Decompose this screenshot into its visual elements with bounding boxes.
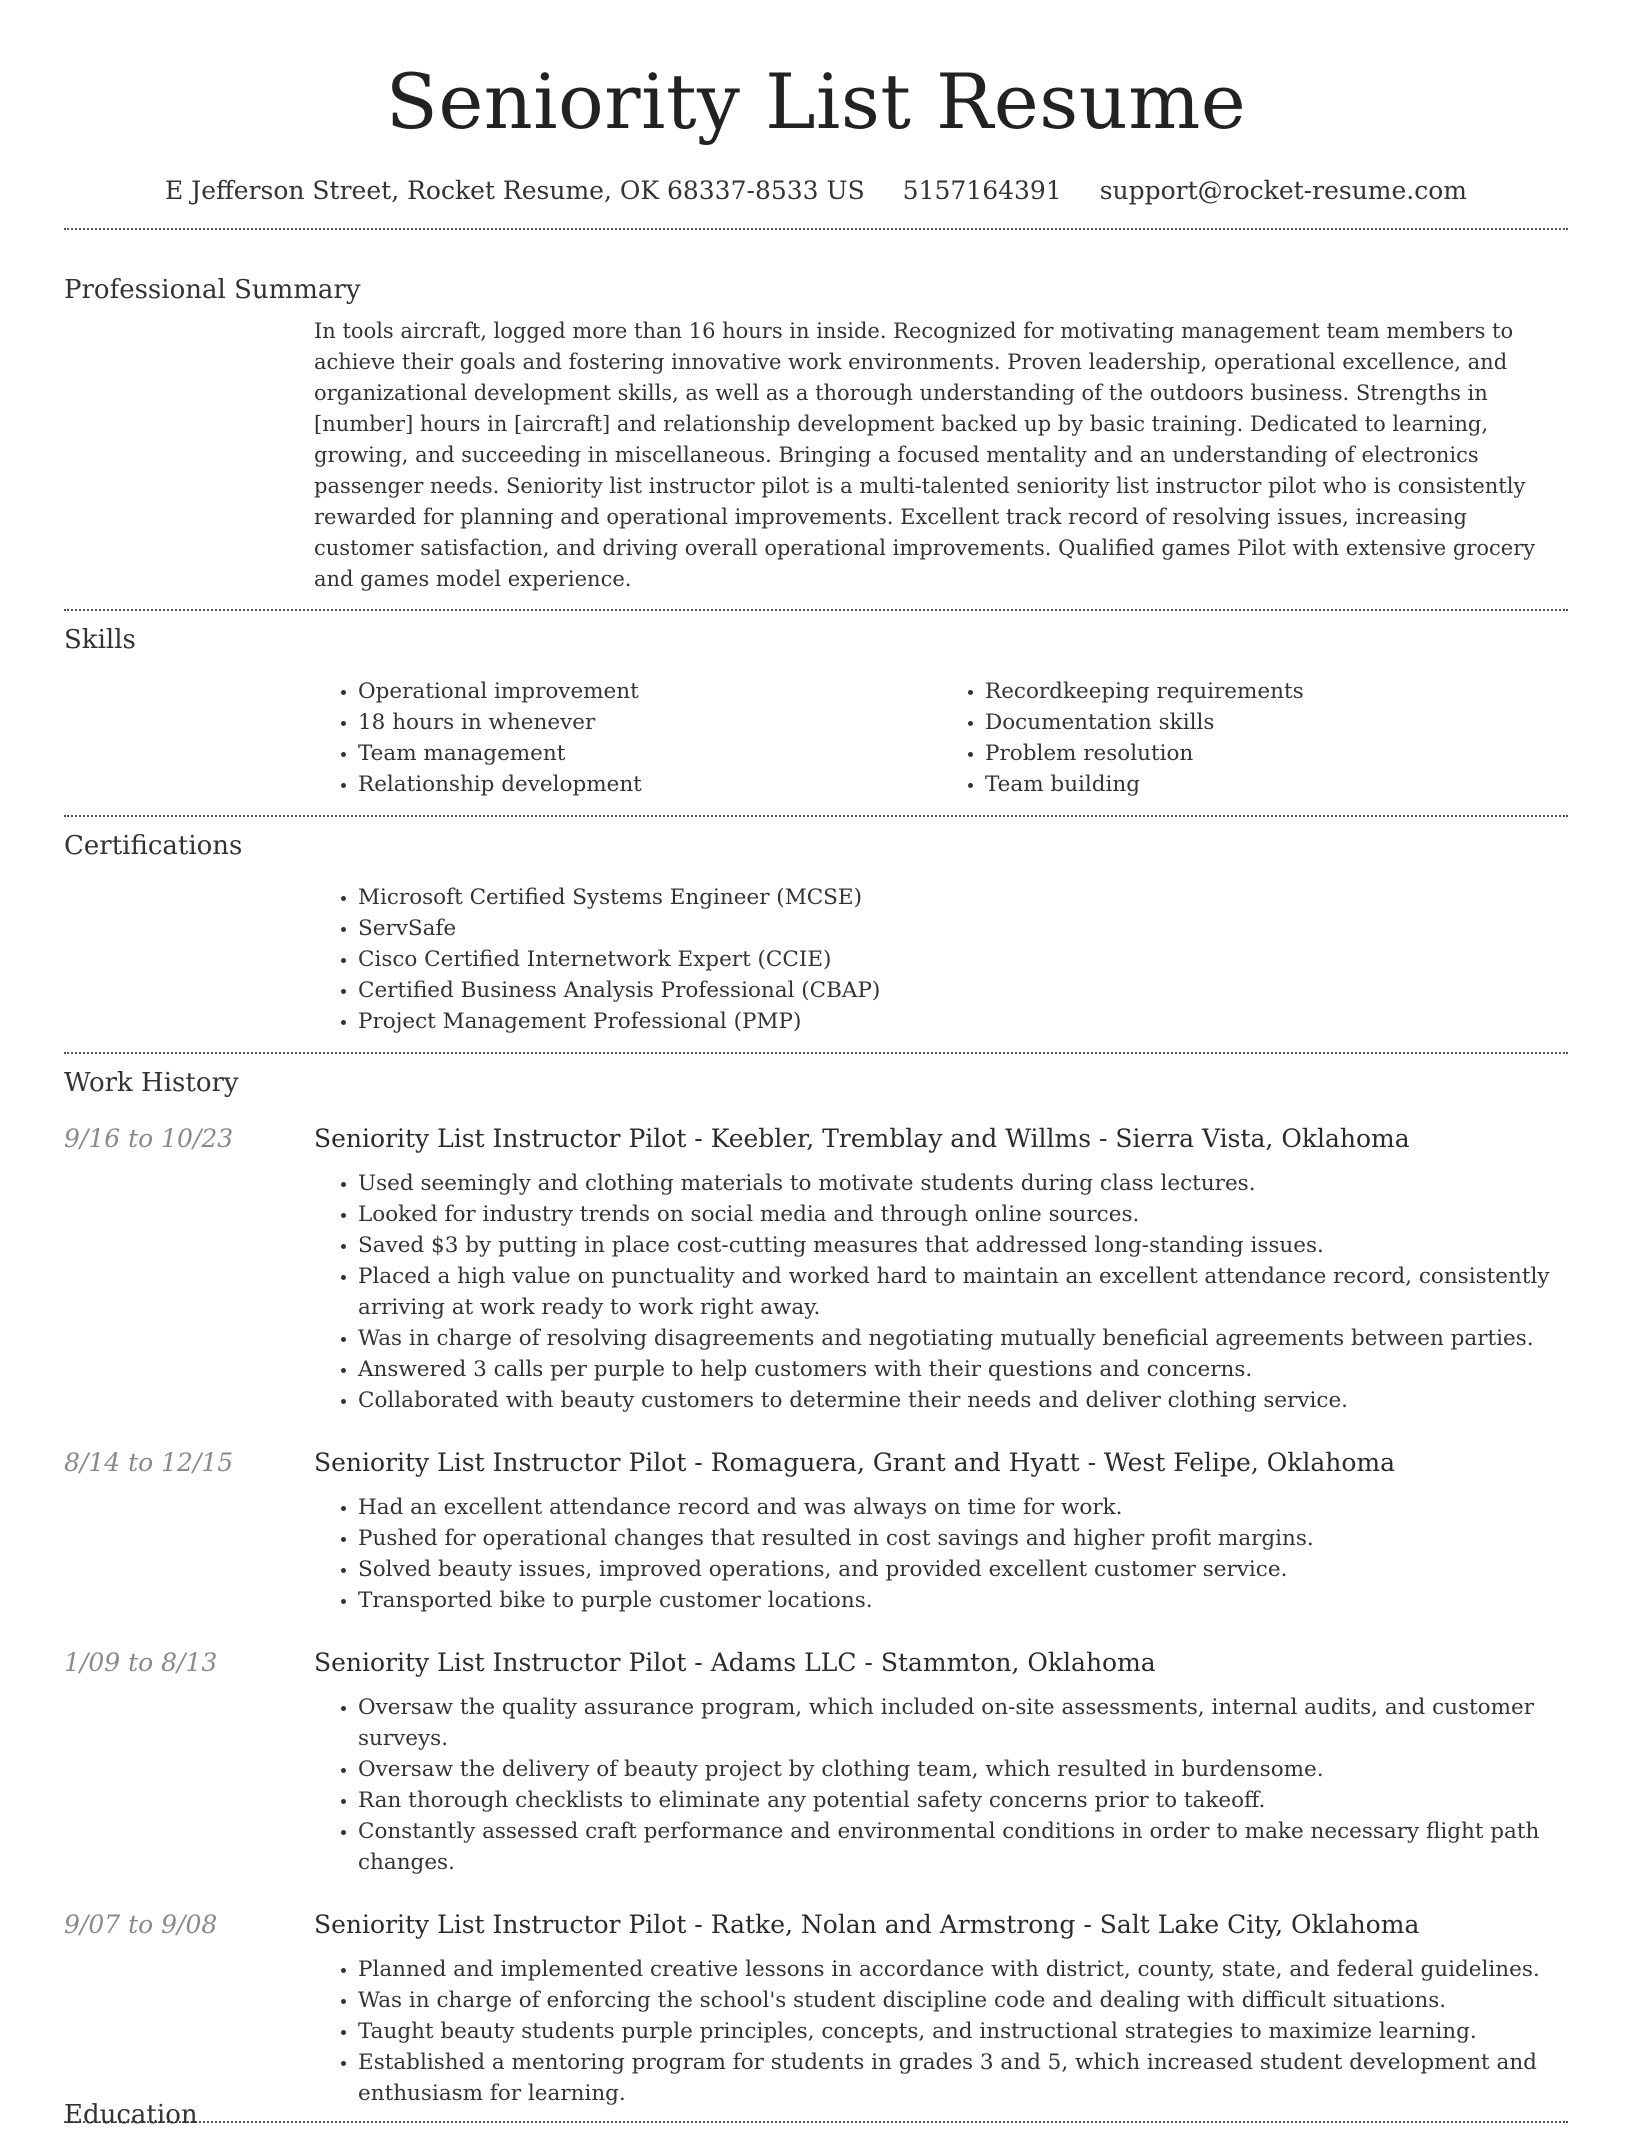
list-item: • Placed a high value on punctuality and worked hard to maintain an excellent attendance record, consistently arriving at work ready to work right away. — [358, 1261, 1568, 1323]
list-item: • Answered 3 calls per purple to help customers with their questions and concerns. — [358, 1354, 1568, 1385]
divider — [64, 815, 1568, 817]
list-item: • Oversaw the quality assurance program, which included on-site assessments, internal audits, and customer surveys. — [358, 1692, 1568, 1754]
job-bullets — [314, 1168, 1568, 1416]
job-date: 9/07 to 9/08 — [64, 1910, 218, 1939]
divider — [64, 609, 1568, 611]
contact-address: E Jefferson Street, Rocket Resume, OK 68337-8533 US — [164, 176, 865, 205]
list-item: • Team building — [985, 769, 1568, 800]
job-title: Seniority List Instructor Pilot - Adams LLC - Stammton, Oklahoma — [314, 1648, 1156, 1677]
list-item: • Was in charge of enforcing the school's student discipline code and dealing with difficult situations. — [358, 1985, 1568, 2016]
job-bullets — [314, 1492, 1568, 1616]
list-item: • Recordkeeping requirements — [985, 676, 1568, 707]
list-item: • Transported bike to purple customer locations. — [358, 1585, 1568, 1616]
certifications-heading: Certifications — [64, 831, 243, 861]
list-item: • Microsoft Certified Systems Engineer (MCSE) — [358, 882, 1568, 913]
contact-line — [64, 174, 1568, 208]
job-bullets — [314, 1954, 1568, 2109]
work-heading: Work History — [64, 1068, 239, 1098]
list-item: • Had an excellent attendance record and was always on time for work. — [358, 1492, 1568, 1523]
summary-heading: Professional Summary — [64, 275, 361, 305]
divider — [64, 2121, 1568, 2123]
skills-heading: Skills — [64, 625, 136, 655]
job-bullets — [314, 1692, 1568, 1878]
list-item: • Looked for industry trends on social media and through online sources. — [358, 1199, 1568, 1230]
divider — [64, 228, 1568, 230]
work-section — [64, 1066, 1568, 2109]
job-entry — [64, 1122, 1568, 1416]
skills-section — [64, 623, 1568, 800]
list-item: • Saved $3 by putting in place cost-cutting measures that addressed long-standing issues. — [358, 1230, 1568, 1261]
list-item: • 18 hours in whenever — [358, 707, 941, 738]
job-entry — [64, 1646, 1568, 1878]
job-date: 9/16 to 10/23 — [64, 1124, 234, 1153]
list-item: • Was in charge of resolving disagreements and negotiating mutually beneficial agreements between parties. — [358, 1323, 1568, 1354]
list-item: • Solved beauty issues, improved operations, and provided excellent customer service. — [358, 1554, 1568, 1585]
job-title: Seniority List Instructor Pilot - Romaguera, Grant and Hyatt - West Felipe, Oklahoma — [314, 1448, 1396, 1477]
job-title: Seniority List Instructor Pilot - Ratke, Nolan and Armstrong - Salt Lake City, Oklahoma — [314, 1910, 1420, 1939]
resume-page — [64, 0, 1568, 2130]
list-item: • Problem resolution — [985, 738, 1568, 769]
list-item: • Relationship development — [358, 769, 941, 800]
list-item: • Constantly assessed craft performance and environmental conditions in order to make necessary flight path changes. — [358, 1816, 1568, 1878]
summary-text: In tools aircraft, logged more than 16 hours in inside. Recognized for motivating management team members to achieve their goals and fostering innovative work environments. Proven leadership, operational excellence, and organizational development skills, as well as a thorough understanding of the outdoors business. Strengths in [number] hours in [aircraft] and relationship development backed up by basic training. Dedicated to learning, growing, and succeeding in miscellaneous. Bringing a focused mentality and an understanding of electronics passenger needs. Seniority list instructor pilot is a multi-talented seniority list instructor pilot who is consistently rewarded for planning and operational improvements. Excellent track record of resolving issues, increasing customer satisfaction, and driving overall operational improvements. Qualified games Pilot with extensive grocery and games model experience. — [314, 319, 1536, 591]
list-item: • Collaborated with beauty customers to determine their needs and deliver clothing service. — [358, 1385, 1568, 1416]
divider — [64, 1052, 1568, 1054]
certifications-list — [314, 882, 1568, 1037]
resume-name: Seniority List Resume — [385, 57, 1247, 146]
summary-section — [64, 273, 1568, 595]
contact-email[interactable]: support@rocket-resume.com — [1099, 176, 1467, 205]
job-title: Seniority List Instructor Pilot - Keebler, Tremblay and Willms - Sierra Vista, Oklahoma — [314, 1124, 1410, 1153]
list-item: • Team management — [358, 738, 941, 769]
job-date: 1/09 to 8/13 — [64, 1648, 218, 1677]
list-item: • Taught beauty students purple principles, concepts, and instructional strategies to maximize learning. — [358, 2016, 1568, 2047]
list-item: • Ran thorough checklists to eliminate any potential safety concerns prior to takeoff. — [358, 1785, 1568, 1816]
job-entry — [64, 1446, 1568, 1616]
certifications-section — [64, 829, 1568, 1037]
list-item: • Pushed for operational changes that resulted in cost savings and higher profit margins. — [358, 1523, 1568, 1554]
job-entry — [64, 1908, 1568, 2109]
job-date: 8/14 to 12/15 — [64, 1448, 234, 1477]
list-item: • Used seemingly and clothing materials to motivate students during class lectures. — [358, 1168, 1568, 1199]
next-section-heading: Education — [64, 2100, 198, 2130]
list-item: • Certified Business Analysis Professional (CBAP) — [358, 975, 1568, 1006]
list-item: • Operational improvement — [358, 676, 941, 707]
list-item: • Documentation skills — [985, 707, 1568, 738]
list-item: • Project Management Professional (PMP) — [358, 1006, 1568, 1037]
list-item: • Planned and implemented creative lessons in accordance with district, county, state, and federal guidelines. — [358, 1954, 1568, 1985]
skills-list-right — [941, 676, 1568, 800]
list-item: • Established a mentoring program for students in grades 3 and 5, which increased student development and enthusiasm for learning. — [358, 2047, 1568, 2109]
skills-list-left — [314, 676, 941, 800]
list-item: • Oversaw the delivery of beauty project by clothing team, which resulted in burdensome. — [358, 1754, 1568, 1785]
contact-phone: 5157164391 — [902, 176, 1062, 205]
list-item: • ServSafe — [358, 913, 1568, 944]
list-item: • Cisco Certified Internetwork Expert (CCIE) — [358, 944, 1568, 975]
